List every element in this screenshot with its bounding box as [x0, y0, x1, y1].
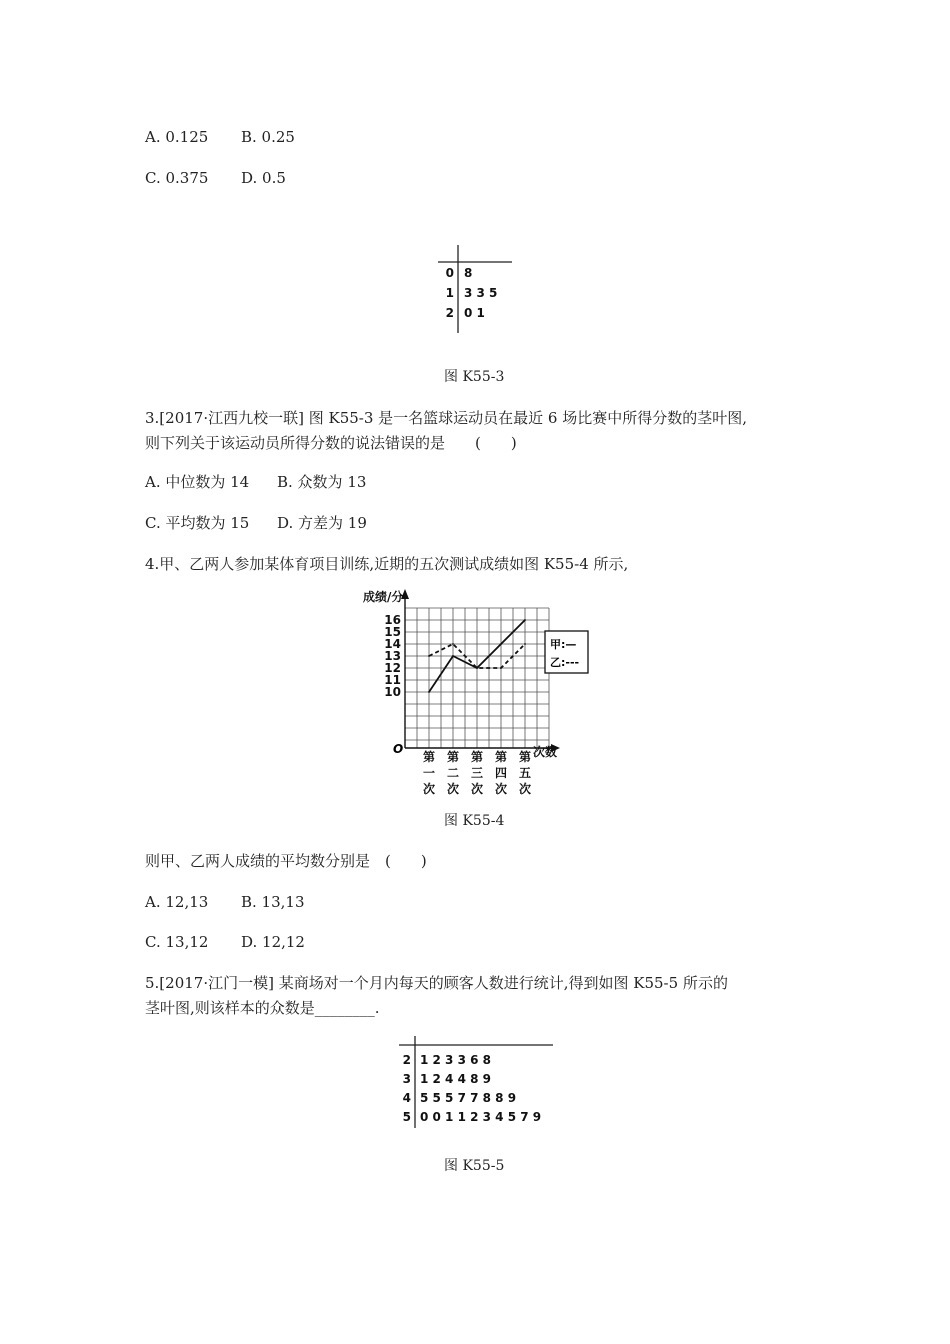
svg-text:次: 次: [494, 782, 508, 795]
leaves-2: 0 1: [464, 306, 485, 320]
point-jia-2: [452, 655, 454, 657]
svg-text:一: 一: [422, 766, 436, 780]
point-yi-5: [524, 643, 526, 645]
q5-stem-line2: 茎叶图,则该样本的众数是________.: [145, 999, 380, 1017]
y-tick-13: 13: [384, 649, 401, 663]
x-category-1: [423, 749, 435, 795]
figure-caption-k55-5: 图 K55-5: [444, 1158, 505, 1174]
q2-option-a: A. 0.125: [145, 128, 209, 146]
point-yi-2: [452, 643, 454, 645]
svg-text:次: 次: [422, 782, 436, 795]
leaves-4: 5 5 5 7 7 8 8 9: [420, 1091, 517, 1105]
point-yi-1: [428, 655, 430, 657]
point-yi-4: [500, 667, 502, 669]
q4-option-c: C. 13,12: [145, 933, 209, 951]
x-category-2: [447, 749, 459, 795]
y-tick-14: 14: [384, 637, 401, 651]
origin-label: O: [393, 742, 404, 756]
q3-stem-line1: 3.[2017·江西九校一联] 图 K55-3 是一名篮球运动员在最近 6 场比赛中所得分数的茎叶图,: [145, 409, 748, 427]
point-jia-1: [428, 691, 430, 693]
svg-text:五: 五: [518, 766, 532, 780]
stem-0: 0: [445, 266, 454, 280]
legend-jia: 甲:—: [550, 638, 577, 651]
q2-option-b: B. 0.25: [241, 128, 295, 146]
svg-text:第: 第: [470, 750, 484, 764]
svg-text:第: 第: [494, 750, 508, 764]
q4-stem-line1: 4.甲、乙两人参加某体育项目训练,近期的五次测试成绩如图 K55-4 所示,: [145, 555, 629, 573]
svg-text:第: 第: [446, 750, 460, 764]
line-chart-k55-4: [355, 585, 600, 795]
figure-caption-k55-3: 图 K55-3: [444, 369, 505, 385]
q2-option-d: D. 0.5: [241, 169, 286, 187]
stem-2: 2: [402, 1053, 411, 1067]
x-category-5: [519, 749, 531, 795]
x-axis-label: 次数: [533, 745, 558, 759]
q4-option-d: D. 12,12: [241, 933, 305, 951]
leaves-3: 1 2 4 4 8 9: [420, 1072, 491, 1086]
q2-options-row2: [145, 168, 286, 188]
svg-text:次: 次: [470, 782, 484, 795]
q3-option-d: D. 方差为 19: [277, 514, 367, 532]
q4-options-row1: [145, 892, 305, 912]
leaves-1: 3 3 5: [464, 286, 498, 300]
q4-options-row2: [145, 932, 305, 952]
stem-3: 3: [402, 1072, 411, 1086]
svg-text:第: 第: [422, 750, 436, 764]
x-category-3: [471, 749, 483, 795]
stem-4: 4: [402, 1091, 411, 1105]
leaves-2: 1 2 3 3 6 8: [420, 1053, 491, 1067]
q3-option-c: C. 平均数为 15: [145, 514, 250, 532]
q2-option-c: C. 0.375: [145, 169, 209, 187]
q3-option-a: A. 中位数为 14: [145, 473, 250, 491]
svg-text:次: 次: [446, 782, 460, 795]
point-jia-5: [524, 619, 526, 621]
y-tick-15: 15: [384, 625, 401, 639]
q3-options-row1: [145, 472, 366, 492]
y-tick-12: 12: [384, 661, 401, 675]
q3-options-row2: [145, 513, 367, 533]
stem-2: 2: [445, 306, 454, 320]
x-category-4: [495, 749, 507, 795]
q4-stem-line2: 则甲、乙两人成绩的平均数分别是 ( ): [145, 852, 427, 870]
q2-options-row1: [145, 127, 295, 147]
svg-text:二: 二: [446, 766, 460, 780]
leaves-5: 0 0 1 1 2 3 4 5 7 9: [420, 1110, 542, 1124]
q3-stem-line2: 则下列关于该运动员所得分数的说法错误的是 ( ): [145, 434, 517, 452]
svg-text:四: 四: [494, 766, 508, 780]
legend-yi: 乙:---: [550, 656, 580, 669]
stem-leaf-k55-5: [395, 1032, 560, 1132]
q4-option-a: A. 12,13: [145, 893, 209, 911]
stem-1: 1: [445, 286, 454, 300]
svg-text:次: 次: [518, 782, 532, 795]
y-tick-11: 11: [384, 673, 401, 687]
q4-option-b: B. 13,13: [241, 893, 305, 911]
leaves-0: 8: [464, 266, 473, 280]
q3-option-b: B. 众数为 13: [277, 473, 367, 491]
svg-text:三: 三: [470, 766, 484, 780]
point-jia-4: [500, 643, 502, 645]
q5-stem-line1: 5.[2017·江门一模] 某商场对一个月内每天的顾客人数进行统计,得到如图 K55-5 所示的: [145, 974, 728, 992]
y-tick-10: 10: [384, 685, 401, 699]
figure-caption-k55-4: 图 K55-4: [444, 813, 505, 829]
y-tick-16: 16: [384, 613, 401, 627]
stem-5: 5: [402, 1110, 411, 1124]
point-yi-3: [476, 667, 478, 669]
stem-leaf-k55-3: [430, 240, 530, 340]
svg-text:第: 第: [518, 750, 532, 764]
y-axis-label: 成绩/分: [363, 590, 404, 604]
